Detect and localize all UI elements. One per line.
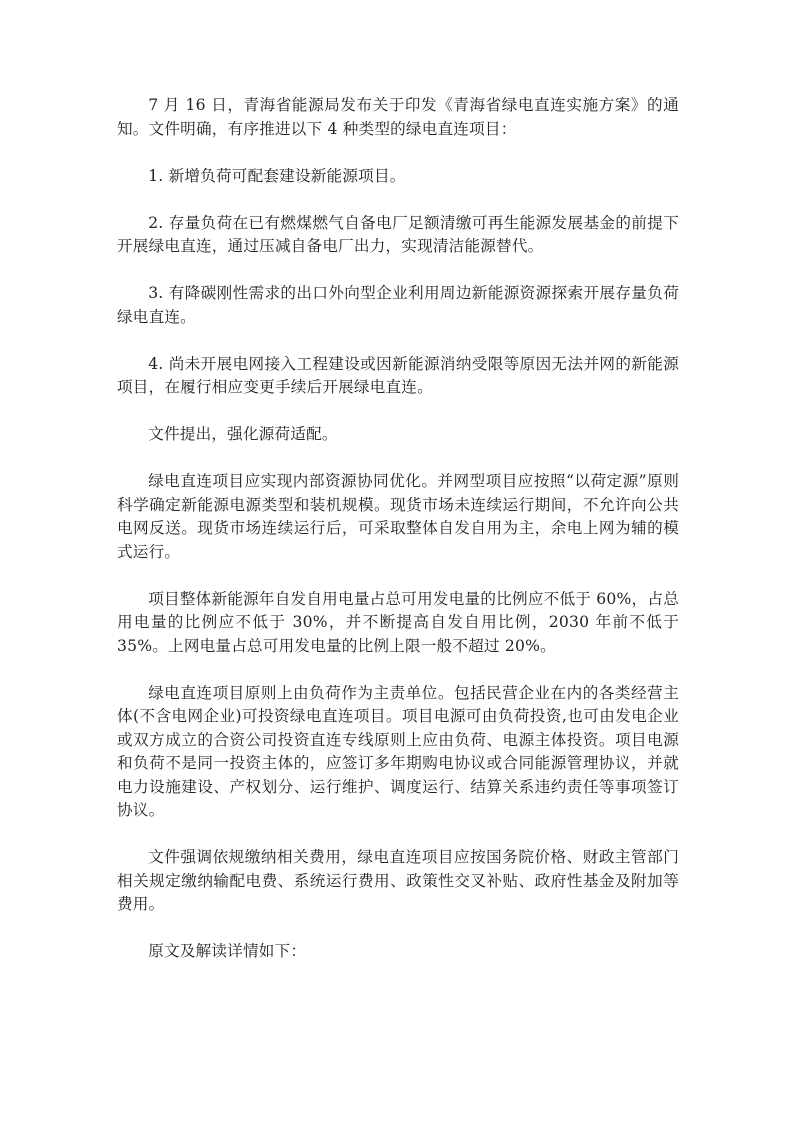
paragraph-intro: 7 月 16 日，青海省能源局发布关于印发《青海省绿电直连实施方案》的通知。文件明确，有序推进以下 4 种类型的绿电直连项目： [117, 96, 679, 138]
paragraph-self-use-ratio: 项目整体新能源年自发自用电量占总可用发电量的比例应不低于 60%，占总用电量的比例应不低于 30%，并不断提高自发自用比例，2030 年前不低于 35%。上网电量占总可用发电量的比例上限一般不超过 20%。 [117, 589, 679, 655]
paragraph-item-3: 3. 有降碳刚性需求的出口外向型企业利用周边新能源资源探索开展存量负荷绿电直连。 [117, 284, 679, 326]
paragraph-item-2: 2. 存量负荷在已有燃煤燃气自备电厂足额清缴可再生能源发展基金的前提下开展绿电直连，通过压减自备电厂出力，实现清洁能源替代。 [117, 213, 679, 255]
paragraph-item-4: 4. 尚未开展电网接入工程建设或因新能源消纳受限等原因无法并网的新能源项目，在履行相应变更手续后开展绿电直连。 [117, 354, 679, 396]
paragraph-item-1: 1. 新增负荷可配套建设新能源项目。 [148, 166, 406, 185]
paragraph-original-text-note: 原文及解读详情如下： [148, 942, 307, 960]
paragraph-resource-coordination: 绿电直连项目应实现内部资源协同优化。并网型项目应按照“以荷定源”原则科学确定新能源电源类型和装机规模。现货市场未连续运行期间，不允许向公共电网反送。现货市场连续运行后，可采取整体自发自用为主，余电上网为辅的模式运行。 [117, 472, 679, 561]
paragraph-source-load-matching: 文件提出，强化源荷适配。 [148, 425, 338, 443]
paragraph-responsible-entity: 绿电直连项目原则上由负荷作为主责单位。包括民营企业在内的各类经营主体(不含电网企业)可投资绿电直连项目。项目电源可由负荷投资,也可由发电企业或双方成立的合资公司投资直连专线原则上应由负荷、电源主体投资。项目电源和负荷不是同一投资主体的，应签订多年期购电协议或合同能源管理协议，并就电力设施建设、产权划分、运行维护、调度运行、结算关系违约责任等事项签订协议。 [117, 683, 679, 819]
document-body [117, 94, 679, 987]
paragraph-fees: 文件强调依规缴纳相关费用，绿电直连项目应按国务院价格、财政主管部门相关规定缴纳输配电费、系统运行费用、政策性交叉补贴、政府性基金及附加等费用。 [117, 848, 679, 913]
